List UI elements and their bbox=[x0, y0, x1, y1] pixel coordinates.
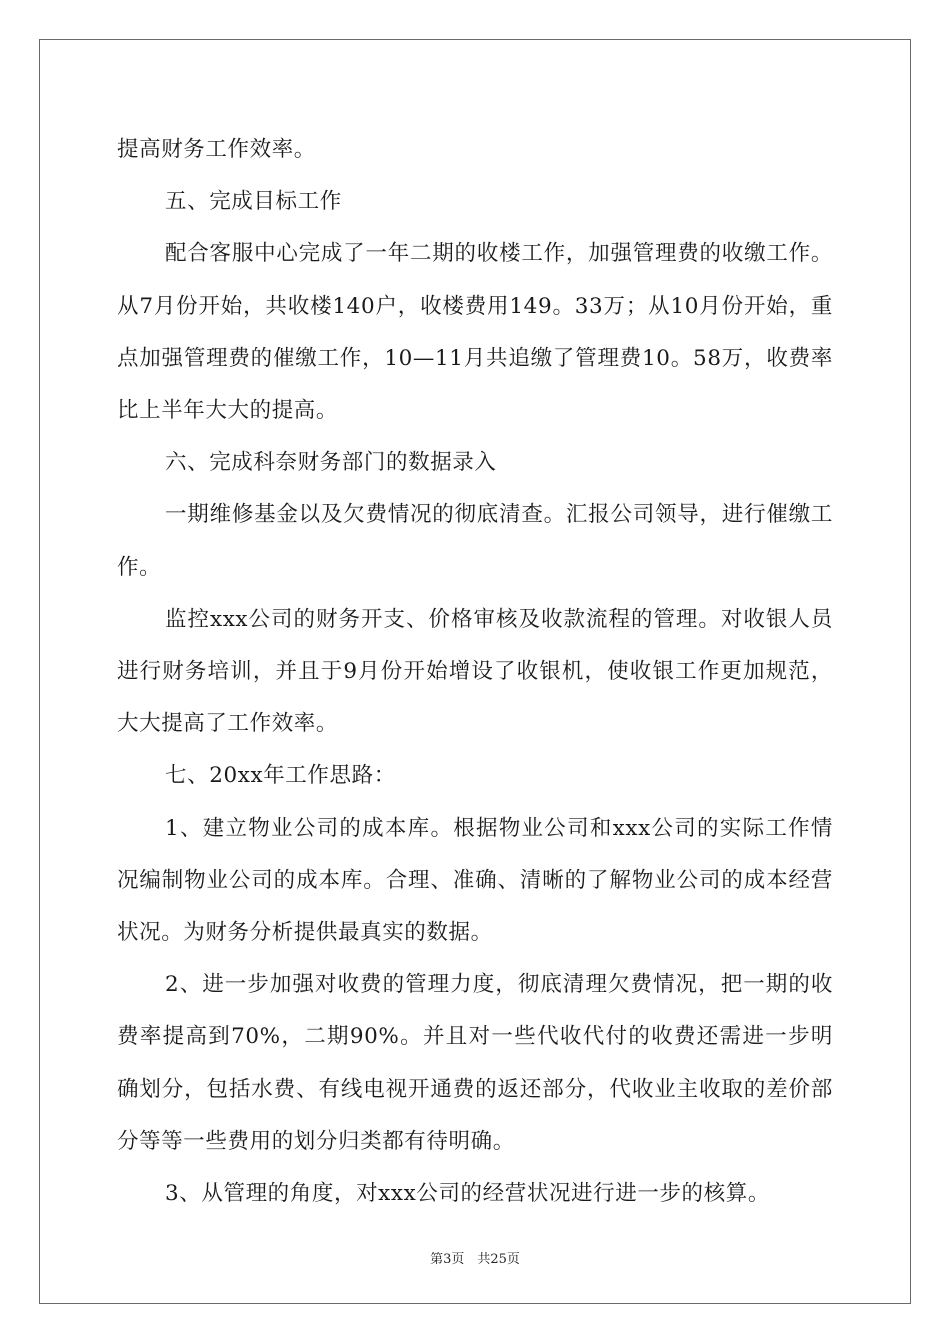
paragraph-continuation: 提高财务工作效率。 bbox=[117, 137, 316, 162]
paragraph-target-work: 配合客服中心完成了一年二期的收楼工作，加强管理费的收缴工作。从7月份开始，共收楼140户，收楼费用149。33万；从10月份开始，重点加强管理费的催缴工作，10—11月共追缴了管理费10。58万，收费率比上半年大大的提高。 bbox=[117, 241, 833, 424]
page-number-footer: 第3页 共25页 bbox=[430, 1252, 520, 1267]
list-item-1: 1、建立物业公司的成本库。根据物业公司和xxx公司的实际工作情况编制物业公司的成本库。合理、准确、清晰的了解物业公司的成本经营状况。为财务分析提供最真实的数据。 bbox=[117, 815, 833, 946]
list-item-2: 2、进一步加强对收费的管理力度，彻底清理欠费情况，把一期的收费率提高到70%，二期90%。并且对一些代收代付的收费还需进一步明确划分，包括水费、有线电视开通费的返还部分，代收业主收取的差价部分等等一些费用的划分归类都有待明确。 bbox=[117, 972, 833, 1154]
section-heading-5: 五、完成目标工作 bbox=[165, 189, 342, 215]
document-body bbox=[117, 124, 833, 1220]
list-item-3: 3、从管理的角度，对xxx公司的经营状况进行进一步的核算。 bbox=[165, 1181, 770, 1207]
section-heading-6: 六、完成科奈财务部门的数据录入 bbox=[165, 450, 497, 476]
paragraph-maintenance-fund: 一期维修基金以及欠费情况的彻底清查。汇报公司领导，进行催缴工作。 bbox=[117, 502, 833, 580]
paragraph-monitoring: 监控xxx公司的财务开支、价格审核及收款流程的管理。对收银人员进行财务培训，并且于9月份开始增设了收银机，使收银工作更加规范，大大提高了工作效率。 bbox=[117, 606, 833, 737]
section-heading-7: 七、20xx年工作思路： bbox=[165, 763, 396, 789]
